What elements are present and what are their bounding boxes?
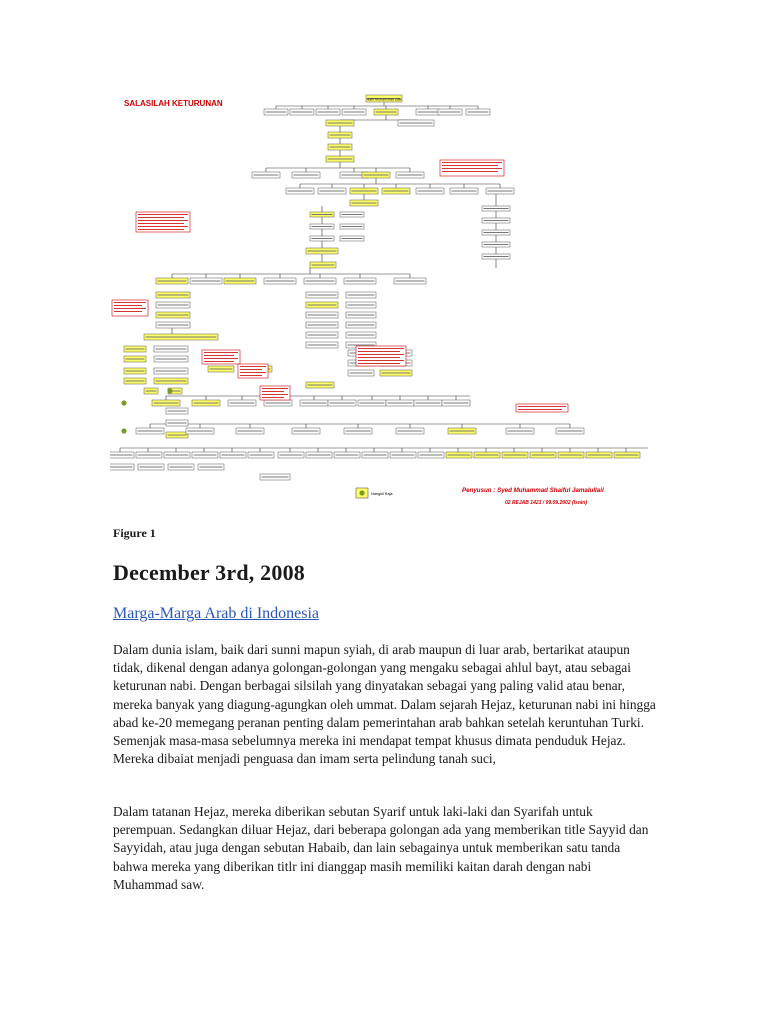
tree-node-text — [364, 175, 389, 176]
tree-node-text — [254, 175, 279, 176]
tree-node-text — [484, 244, 509, 245]
tree-node-text — [348, 315, 375, 316]
tree-note-text — [358, 363, 400, 364]
tree-note-text — [358, 351, 400, 352]
post-date: December 3rd, 2008 — [113, 560, 305, 585]
tree-node-text — [192, 281, 221, 282]
tree-note-text — [442, 168, 502, 169]
tree-note-text — [114, 311, 142, 312]
tree-note-text — [240, 369, 262, 370]
tree-note-text — [114, 302, 146, 303]
tree-node-text — [320, 191, 345, 192]
root-node-label: Nabi Muhammad saw — [366, 97, 402, 102]
tree-note-text — [358, 360, 404, 361]
tree-note-text — [138, 223, 184, 224]
tree-node-text — [328, 123, 353, 124]
tree-node-text — [306, 281, 335, 282]
tree-node-text — [504, 455, 527, 456]
legend — [356, 488, 393, 498]
tree-node-text — [450, 431, 475, 432]
tree-node-text — [312, 214, 333, 215]
tree-node-text — [168, 423, 187, 424]
tree-node-text — [168, 411, 187, 412]
tree-node-text — [158, 281, 187, 282]
tree-node-text — [420, 455, 443, 456]
paragraph-1: Dalam dunia islam, baik dari sunni mapun syiah, di arab maupun di luar arab, bertarikat ataupun tidak, dikenal dengan adanya golongan-golongan yang mengaku sebagai ahlul bayt, atau sebagai keturunan nabi. Dengan berbagai silsilah yang dinyatakan sebagai yang paling valid atau benar, mereka banyak yang diagung-agungkan oleh ummat. Dalam sejarah Hejaz, keturunan nabi ini hingga abad ke-20 memegang peranan penting dalam pemerintahan arab bahkan setelah keruntuhan Turki. Semenjak masa-masa sebelumnya mereka ini mendapat tempat khusus dimata penduduk Hejaz. Mereka dibaiat menjadi penguasa dan imam serta pelindung tanah suci, — [113, 642, 656, 767]
royal-marker — [167, 388, 172, 393]
tree-node-text — [126, 349, 145, 350]
tree-node-text — [488, 191, 513, 192]
family-tree-figure — [110, 88, 658, 508]
tree-node-text — [352, 191, 377, 192]
tree-node-text — [262, 477, 289, 478]
tree-node-text — [308, 455, 331, 456]
tree-note-text — [204, 358, 238, 359]
tree-node-text — [342, 238, 363, 239]
figure-caption: Figure 1 — [113, 526, 156, 540]
royal-marker — [121, 400, 126, 405]
tree-node-text — [308, 385, 333, 386]
tree-node-text — [140, 467, 163, 468]
tree-node-text — [294, 431, 319, 432]
tree-node-text — [312, 265, 335, 266]
tree-node-text — [222, 455, 245, 456]
tree-node-text — [348, 345, 375, 346]
tree-note-text — [204, 355, 234, 356]
tree-note-text — [358, 348, 404, 349]
tree-node-text — [110, 455, 133, 456]
tree-node-text — [476, 455, 499, 456]
tree-node-text — [558, 431, 583, 432]
tree-node-text — [400, 123, 433, 124]
tree-node-text — [346, 281, 375, 282]
tree-node-text — [508, 431, 533, 432]
tree-node-text — [156, 359, 187, 360]
post-title-link[interactable]: Marga-Marga Arab di Indonesia — [113, 605, 320, 622]
tree-node-text — [156, 349, 187, 350]
tree-node-text — [382, 373, 411, 374]
tree-node-text — [440, 112, 461, 113]
tree-node-text — [308, 345, 337, 346]
tree-note-text — [442, 165, 498, 166]
tree-node-text — [346, 431, 371, 432]
tree-note-text — [138, 214, 188, 215]
tree-node-text — [342, 214, 363, 215]
tree-node-text — [294, 175, 319, 176]
tree-note-text — [442, 171, 498, 172]
tree-node-text — [308, 305, 337, 306]
legend-label: Nangkil Raja — [371, 492, 393, 496]
tree-node-text — [418, 112, 439, 113]
tree-node-text — [158, 325, 189, 326]
tree-note-text — [114, 308, 146, 309]
tree-node-text — [348, 335, 375, 336]
tree-node-text — [484, 208, 509, 209]
tree-node-text — [266, 281, 295, 282]
tree-node-text — [484, 220, 509, 221]
tree-node-text — [418, 191, 443, 192]
tree-node-text — [468, 112, 489, 113]
tree-node-text — [398, 175, 423, 176]
tree-node-text — [484, 232, 509, 233]
tree-connectors — [120, 102, 648, 452]
tree-node-text — [158, 305, 189, 306]
tree-node-text — [352, 203, 377, 204]
tree-node-text — [560, 455, 583, 456]
tree-node-text — [388, 403, 413, 404]
tree-node-text — [194, 455, 217, 456]
tree-note-text — [518, 409, 562, 410]
tree-node-text — [448, 455, 471, 456]
tree-node-text — [230, 403, 255, 404]
tree-note-text — [204, 352, 238, 353]
tree-node-text — [330, 403, 355, 404]
tree-node-text — [484, 256, 509, 257]
tree-node-text — [348, 325, 375, 326]
tree-node-text — [532, 455, 555, 456]
tree-node-text — [166, 455, 189, 456]
tree-node-text — [126, 371, 145, 372]
figure-dateline: 02 REJAB 1423 / 09.09.2002 (Isnin) — [505, 500, 587, 506]
tree-node-text — [156, 371, 187, 372]
tree-node-text — [238, 431, 263, 432]
tree-node-text — [308, 335, 337, 336]
royal-marker — [121, 428, 126, 433]
tree-note-text — [138, 220, 188, 221]
tree-note-text — [240, 366, 266, 367]
tree-node-text — [226, 281, 255, 282]
tree-note-text — [358, 354, 404, 355]
tree-node-text — [308, 315, 337, 316]
paragraph-2: Dalam tatanan Hejaz, mereka diberikan sebutan Syarif untuk laki-laki dan Syarifah untuk perempuan. Sedangkan diluar Hejaz, dari beberapa golongan ada yang memberikan title Sayyid dan Sayyidah, atau juga dengan sebutan Habaib, dan lain sebagainya untuk memberikan satu tanda bahwa mereka yang diberikan titlr ini dianggap masih memiliki kaitan darah dengan nabi Muhammad saw. — [113, 804, 649, 892]
tree-node-text — [342, 226, 363, 227]
tree-node-text — [312, 238, 333, 239]
tree-note-text — [114, 305, 142, 306]
tree-node-text — [302, 403, 327, 404]
tree-node-text — [138, 431, 163, 432]
tree-node-text — [156, 381, 187, 382]
tree-node-text — [416, 403, 441, 404]
tree-node-text — [292, 112, 313, 113]
tree-nodes — [110, 95, 640, 480]
tree-node-text — [194, 403, 219, 404]
tree-note-text — [240, 375, 262, 376]
tree-node-text — [200, 467, 223, 468]
tree-node-text — [250, 455, 273, 456]
tree-node-text — [376, 112, 397, 113]
tree-node-text — [360, 403, 385, 404]
tree-node-text — [308, 251, 337, 252]
tree-note-text — [240, 372, 266, 373]
tree-note-text — [358, 357, 400, 358]
tree-node-text — [348, 295, 375, 296]
tree-node-text — [280, 455, 303, 456]
tree-node-text — [444, 403, 469, 404]
tree-node-text — [146, 337, 217, 338]
tree-node-text — [350, 373, 373, 374]
tree-node-text — [616, 455, 639, 456]
tree-note-text — [138, 217, 184, 218]
tree-node-text — [392, 455, 415, 456]
tree-node-text — [330, 147, 351, 148]
tree-note-text — [442, 162, 502, 163]
tree-node-text — [266, 112, 287, 113]
tree-node-text — [288, 191, 313, 192]
tree-node-text — [188, 431, 213, 432]
tree-node-text — [146, 391, 157, 392]
tree-node-text — [266, 403, 291, 404]
figure-heading: SALASILAH KETURUNAN — [124, 99, 223, 108]
tree-node-text — [452, 191, 477, 192]
tree-node-text — [312, 226, 333, 227]
tree-node-text — [344, 112, 365, 113]
tree-node-text — [318, 112, 339, 113]
tree-node-text — [158, 295, 189, 296]
tree-note-text — [262, 391, 284, 392]
figure-compiler: Penyusun : Syed Muhammad Shaiful Jamalullail — [462, 487, 604, 494]
tree-note-text — [204, 361, 234, 362]
tree-note-text — [262, 397, 284, 398]
tree-node-text — [328, 159, 353, 160]
tree-node-text — [308, 325, 337, 326]
tree-note-text — [262, 388, 288, 389]
tree-node-text — [308, 295, 337, 296]
family-tree-diagram — [110, 88, 658, 508]
tree-node-text — [384, 191, 409, 192]
tree-note-text — [138, 226, 188, 227]
tree-note-text — [138, 229, 184, 230]
tree-node-text — [154, 403, 179, 404]
tree-node-text — [126, 359, 145, 360]
tree-node-text — [110, 467, 133, 468]
tree-node-text — [336, 455, 359, 456]
tree-node-text — [330, 135, 351, 136]
tree-node-text — [588, 455, 611, 456]
tree-node-text — [168, 435, 187, 436]
tree-node-text — [158, 315, 189, 316]
tree-node-text — [170, 467, 193, 468]
tree-node-text — [396, 281, 425, 282]
tree-node-text — [138, 455, 161, 456]
tree-node-text — [398, 431, 423, 432]
tree-node-text — [126, 381, 145, 382]
tree-node-text — [210, 369, 233, 370]
tree-note — [516, 404, 568, 412]
tree-node-text — [364, 455, 387, 456]
tree-note-text — [518, 406, 566, 407]
tree-note-text — [262, 394, 288, 395]
tree-node-text — [348, 305, 375, 306]
